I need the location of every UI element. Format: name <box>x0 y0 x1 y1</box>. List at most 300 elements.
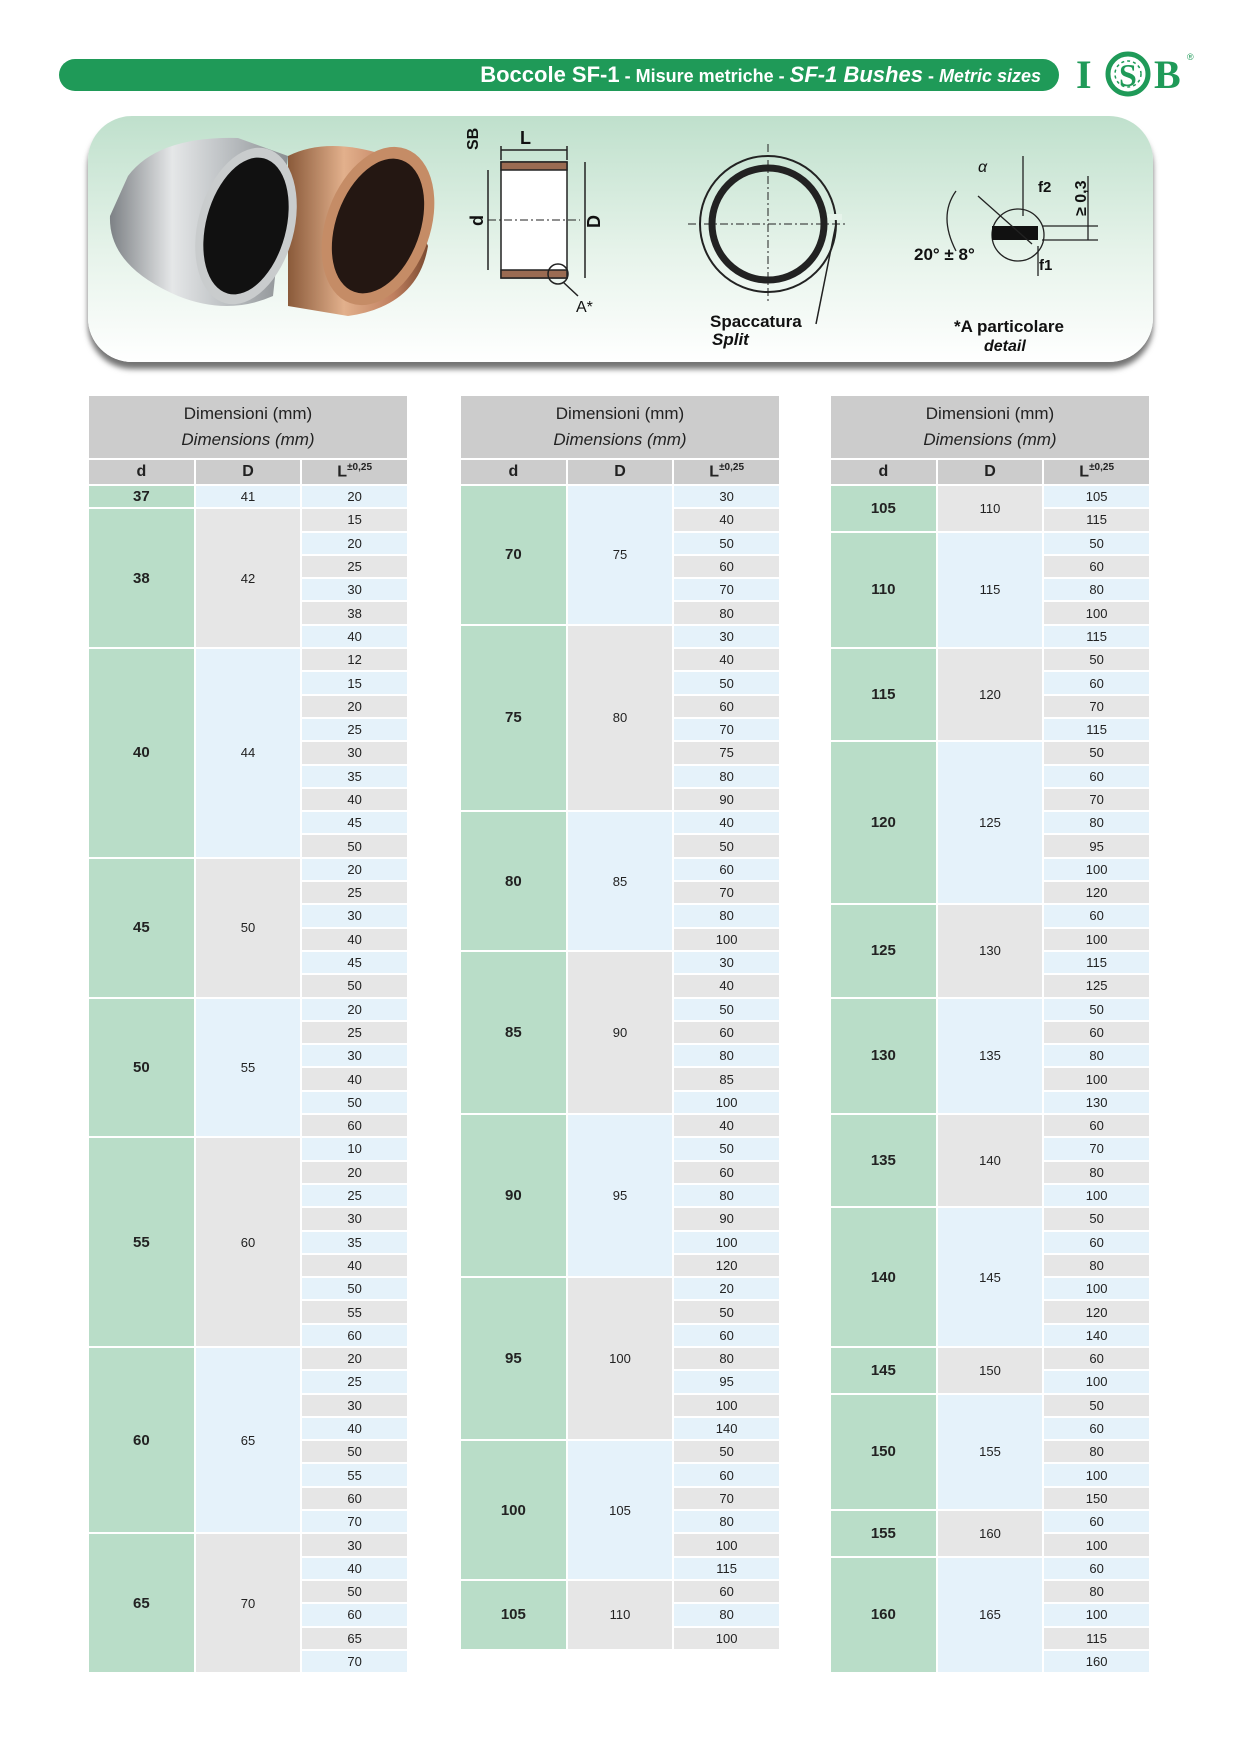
cell-d: 85 <box>461 952 566 1113</box>
column-L-header-text: L <box>1079 463 1090 481</box>
cell-L: 100 <box>674 1534 779 1555</box>
cell-L: 95 <box>1044 835 1149 856</box>
cell-D: 125 <box>938 742 1043 903</box>
svg-text:S: S <box>1119 57 1137 93</box>
cell-D: 160 <box>938 1511 1043 1556</box>
cell-L: 50 <box>674 1138 779 1159</box>
cell-L: 95 <box>674 1371 779 1392</box>
cell-L: 50 <box>302 835 407 856</box>
cell-L: 50 <box>302 1092 407 1113</box>
cell-d: 140 <box>831 1208 936 1346</box>
cell-L: 50 <box>302 975 407 996</box>
subtitle-en: Metric sizes <box>938 66 1041 86</box>
column-D-header-text: D <box>614 463 626 480</box>
cell-L: 30 <box>674 626 779 647</box>
cell-D: 150 <box>938 1348 1043 1393</box>
cell-L: 115 <box>1044 509 1149 530</box>
cell-L: 25 <box>302 882 407 903</box>
cell-L: 70 <box>302 1651 407 1672</box>
cell-d: 80 <box>461 812 566 950</box>
cell-L: 50 <box>302 1441 407 1462</box>
cell-L: 40 <box>674 812 779 833</box>
bronze-bush-image <box>288 131 455 321</box>
cell-L: 115 <box>1044 1628 1149 1649</box>
size-table <box>459 394 781 1651</box>
table-row <box>89 486 407 507</box>
cell-L: 100 <box>674 1092 779 1113</box>
cell-L: 55 <box>302 1301 407 1322</box>
page-title <box>480 62 1041 88</box>
cell-d: 90 <box>461 1115 566 1276</box>
cell-D: 44 <box>196 649 301 857</box>
cell-d: 125 <box>831 905 936 996</box>
cell-L: 50 <box>1044 1395 1149 1416</box>
column-D-header-text: D <box>242 463 254 480</box>
size-table <box>829 394 1151 1674</box>
cell-d: 75 <box>461 626 566 810</box>
cell-L: 40 <box>674 509 779 530</box>
cell-L: 80 <box>1044 1045 1149 1066</box>
cell-D: 85 <box>568 812 673 950</box>
cell-D: 95 <box>568 1115 673 1276</box>
cell-L: 40 <box>302 1558 407 1579</box>
cell-L: 120 <box>674 1255 779 1276</box>
label-alpha: α <box>978 159 988 176</box>
cell-L: 60 <box>1044 1232 1149 1253</box>
header-dims-en: Dimensions (mm) <box>923 430 1057 449</box>
cell-L: 50 <box>1044 649 1149 670</box>
column-d-header <box>831 460 936 484</box>
dimensions-table-1 <box>87 394 409 1674</box>
cell-L: 30 <box>302 742 407 763</box>
cell-L: 50 <box>674 533 779 554</box>
column-D-header <box>938 460 1043 484</box>
cell-L: 80 <box>1044 1441 1149 1462</box>
cell-L: 40 <box>674 649 779 670</box>
cell-L: 120 <box>1044 1301 1149 1322</box>
column-D-header <box>196 460 301 484</box>
cell-d: 130 <box>831 999 936 1113</box>
table-row <box>89 1534 407 1555</box>
column-L-header-text: L <box>709 463 720 481</box>
cell-L: 38 <box>302 602 407 623</box>
cell-L: 30 <box>302 1395 407 1416</box>
cell-L: 115 <box>1044 719 1149 740</box>
column-L-header-text: L <box>337 463 348 481</box>
cell-D: 115 <box>938 533 1043 647</box>
column-D-header-text: D <box>984 463 996 480</box>
cell-L: 75 <box>674 742 779 763</box>
column-L-header <box>674 460 779 484</box>
cell-L: 100 <box>1044 1534 1149 1555</box>
cell-L: 25 <box>302 556 407 577</box>
cell-L: 30 <box>674 952 779 973</box>
table-row <box>89 1348 407 1369</box>
cell-L: 100 <box>674 1232 779 1253</box>
table-row <box>831 1348 1149 1369</box>
cell-L: 100 <box>1044 1371 1149 1392</box>
cell-D: 42 <box>196 509 301 647</box>
column-D-header <box>568 460 673 484</box>
table-row <box>831 649 1149 670</box>
label-d: d <box>467 215 487 226</box>
column-d-header-text: d <box>508 463 519 480</box>
cell-L: 55 <box>302 1464 407 1485</box>
cell-L: 70 <box>674 1488 779 1509</box>
table-header <box>461 396 779 458</box>
cell-d: 65 <box>89 1534 194 1672</box>
cell-D: 80 <box>568 626 673 810</box>
cell-D: 100 <box>568 1278 673 1439</box>
table-row <box>831 1115 1149 1136</box>
cell-d: 38 <box>89 509 194 647</box>
cell-L: 45 <box>302 952 407 973</box>
table-header <box>831 396 1149 458</box>
cell-L: 60 <box>674 1581 779 1602</box>
cell-D: 75 <box>568 486 673 624</box>
cell-L: 50 <box>674 672 779 693</box>
label-sb: SB <box>465 127 482 150</box>
cell-L: 100 <box>674 1628 779 1649</box>
cell-L: 80 <box>1044 579 1149 600</box>
cell-L: 100 <box>674 1395 779 1416</box>
cell-L: 60 <box>1044 672 1149 693</box>
cell-L: 20 <box>302 486 407 507</box>
cell-L: 20 <box>674 1278 779 1299</box>
cell-L: 60 <box>674 1464 779 1485</box>
cell-L: 100 <box>1044 1604 1149 1625</box>
cell-D: 120 <box>938 649 1043 740</box>
cell-L: 60 <box>1044 766 1149 787</box>
label-angle: 20° ± 8° <box>914 245 975 264</box>
table-row <box>831 486 1149 507</box>
cell-L: 100 <box>1044 929 1149 950</box>
label-min03: ≥ 0,3 <box>1073 180 1090 216</box>
column-d-header-text: d <box>878 463 889 480</box>
header-dims-en: Dimensions (mm) <box>553 430 687 449</box>
cell-L: 80 <box>674 905 779 926</box>
cell-L: 70 <box>674 719 779 740</box>
column-d-header <box>89 460 194 484</box>
table-row <box>89 1138 407 1159</box>
cell-L: 70 <box>1044 789 1149 810</box>
cell-L: 20 <box>302 999 407 1020</box>
cell-L: 70 <box>674 882 779 903</box>
column-d-header-text: d <box>136 463 147 480</box>
isb-logo <box>1076 48 1196 100</box>
cell-D: 110 <box>568 1581 673 1649</box>
cell-L: 115 <box>674 1558 779 1579</box>
cell-L: 40 <box>302 626 407 647</box>
header-dims-it: Dimensioni (mm) <box>925 404 1055 423</box>
cell-L: 50 <box>674 835 779 856</box>
subtitle-it: Misure metriche <box>635 66 774 86</box>
table-row <box>89 649 407 670</box>
table-row <box>831 1558 1149 1579</box>
cell-D: 70 <box>196 1534 301 1672</box>
table-row <box>831 1511 1149 1532</box>
cell-d: 110 <box>831 533 936 647</box>
cell-L: 40 <box>302 929 407 950</box>
cell-L: 40 <box>302 789 407 810</box>
cell-L: 60 <box>1044 1022 1149 1043</box>
label-f1: f1 <box>1039 257 1053 274</box>
split-label-it: Spaccatura <box>710 312 802 331</box>
cell-d: 145 <box>831 1348 936 1393</box>
table-row <box>461 812 779 833</box>
cell-D: 145 <box>938 1208 1043 1346</box>
cell-D: 55 <box>196 999 301 1137</box>
cell-L: 65 <box>302 1628 407 1649</box>
cell-L: 70 <box>674 579 779 600</box>
title-separator: - <box>773 66 790 86</box>
cell-D: 155 <box>938 1395 1043 1509</box>
cell-L: 50 <box>1044 533 1149 554</box>
cell-L: 85 <box>674 1068 779 1089</box>
cell-L: 40 <box>302 1255 407 1276</box>
tolerance-label: ±0,25 <box>719 462 745 474</box>
detail-label-it: *A particolare <box>954 317 1064 336</box>
cell-L: 80 <box>674 1511 779 1532</box>
cell-L: 20 <box>302 1162 407 1183</box>
cell-L: 100 <box>1044 1464 1149 1485</box>
detail-label-en: detail <box>984 338 1026 355</box>
cell-d: 150 <box>831 1395 936 1509</box>
tolerance-label: ±0,25 <box>347 462 373 474</box>
cell-d: 160 <box>831 1558 936 1672</box>
size-table <box>87 394 409 1674</box>
label-D: D <box>584 215 604 228</box>
cell-d: 115 <box>831 649 936 740</box>
title-it: Boccole SF-1 <box>480 62 620 87</box>
cell-L: 60 <box>674 1325 779 1346</box>
cell-L: 115 <box>1044 626 1149 647</box>
cell-d: 55 <box>89 1138 194 1346</box>
cell-d: 105 <box>461 1581 566 1649</box>
svg-text:®: ® <box>1187 52 1194 62</box>
cell-L: 80 <box>1044 1581 1149 1602</box>
cell-L: 70 <box>302 1511 407 1532</box>
cell-L: 70 <box>1044 1138 1149 1159</box>
cell-L: 80 <box>1044 1162 1149 1183</box>
cell-d: 70 <box>461 486 566 624</box>
cell-L: 35 <box>302 766 407 787</box>
table-row <box>831 533 1149 554</box>
cell-L: 60 <box>1044 1558 1149 1579</box>
split-label-en: Split <box>712 330 749 349</box>
header-dims-it: Dimensioni (mm) <box>183 404 313 423</box>
cell-L: 45 <box>302 812 407 833</box>
cell-D: 50 <box>196 859 301 997</box>
cell-L: 30 <box>674 486 779 507</box>
cell-L: 50 <box>674 1441 779 1462</box>
cell-L: 150 <box>1044 1488 1149 1509</box>
column-d-header <box>461 460 566 484</box>
cell-L: 60 <box>674 556 779 577</box>
cell-d: 45 <box>89 859 194 997</box>
cell-d: 60 <box>89 1348 194 1532</box>
cell-L: 60 <box>674 1162 779 1183</box>
cell-L: 20 <box>302 1348 407 1369</box>
label-f2: f2 <box>1038 179 1052 196</box>
section-drawing <box>488 146 585 296</box>
cell-L: 60 <box>302 1325 407 1346</box>
cell-L: 100 <box>1044 1068 1149 1089</box>
cell-D: 110 <box>938 486 1043 531</box>
illustration-panel <box>88 116 1153 362</box>
cell-L: 60 <box>302 1115 407 1136</box>
cell-D: 41 <box>196 486 301 507</box>
table-row <box>831 742 1149 763</box>
cell-L: 80 <box>674 1045 779 1066</box>
cell-d: 100 <box>461 1441 566 1579</box>
label-L: L <box>520 128 531 148</box>
svg-text:I: I <box>1076 52 1092 97</box>
cell-L: 80 <box>674 602 779 623</box>
cell-L: 25 <box>302 1022 407 1043</box>
cell-D: 140 <box>938 1115 1043 1206</box>
cell-L: 50 <box>1044 1208 1149 1229</box>
dimensions-table-3 <box>829 394 1151 1674</box>
cell-L: 50 <box>1044 742 1149 763</box>
cell-L: 80 <box>1044 1255 1149 1276</box>
cell-L: 60 <box>674 859 779 880</box>
cell-D: 135 <box>938 999 1043 1113</box>
table-row <box>831 1208 1149 1229</box>
cell-L: 60 <box>1044 1348 1149 1369</box>
cell-L: 80 <box>1044 812 1149 833</box>
cell-L: 30 <box>302 1045 407 1066</box>
cell-L: 15 <box>302 509 407 530</box>
cell-L: 160 <box>1044 1651 1149 1672</box>
table-row <box>831 905 1149 926</box>
table-row <box>461 626 779 647</box>
cell-L: 30 <box>302 1208 407 1229</box>
cell-L: 100 <box>1044 1278 1149 1299</box>
cell-L: 140 <box>674 1418 779 1439</box>
cell-L: 60 <box>1044 1115 1149 1136</box>
cell-L: 40 <box>302 1068 407 1089</box>
cell-d: 95 <box>461 1278 566 1439</box>
table-row <box>89 999 407 1020</box>
header-dims-en: Dimensions (mm) <box>181 430 315 449</box>
cell-L: 40 <box>302 1418 407 1439</box>
cell-d: 50 <box>89 999 194 1137</box>
svg-text:B: B <box>1154 52 1181 97</box>
cell-L: 130 <box>1044 1092 1149 1113</box>
cell-L: 100 <box>1044 1185 1149 1206</box>
cell-L: 80 <box>674 766 779 787</box>
cell-L: 20 <box>302 696 407 717</box>
steel-bush-image <box>110 136 313 315</box>
cell-L: 90 <box>674 789 779 810</box>
table-row <box>831 999 1149 1020</box>
cell-L: 10 <box>302 1138 407 1159</box>
cell-d: 37 <box>89 486 194 507</box>
cell-d: 135 <box>831 1115 936 1206</box>
table-row <box>89 859 407 880</box>
cell-L: 60 <box>1044 556 1149 577</box>
cell-D: 60 <box>196 1138 301 1346</box>
cell-L: 60 <box>1044 1511 1149 1532</box>
cell-L: 125 <box>1044 975 1149 996</box>
table-row <box>461 1581 779 1602</box>
cell-L: 140 <box>1044 1325 1149 1346</box>
column-L-header <box>1044 460 1149 484</box>
cell-L: 20 <box>302 859 407 880</box>
cell-L: 30 <box>302 1534 407 1555</box>
cell-d: 120 <box>831 742 936 903</box>
cell-L: 80 <box>674 1604 779 1625</box>
cell-L: 40 <box>674 1115 779 1136</box>
cell-L: 80 <box>674 1348 779 1369</box>
cell-L: 70 <box>1044 696 1149 717</box>
cell-L: 60 <box>302 1488 407 1509</box>
table-row <box>89 509 407 530</box>
cell-L: 100 <box>1044 859 1149 880</box>
table-row <box>461 1115 779 1136</box>
cell-L: 12 <box>302 649 407 670</box>
table-header <box>89 396 407 458</box>
cell-L: 100 <box>674 929 779 950</box>
cell-L: 50 <box>674 999 779 1020</box>
tolerance-label: ±0,25 <box>1089 462 1115 474</box>
cell-L: 50 <box>1044 999 1149 1020</box>
cell-D: 165 <box>938 1558 1043 1672</box>
title-separator: - <box>922 66 939 86</box>
cell-L: 15 <box>302 672 407 693</box>
cell-L: 50 <box>674 1301 779 1322</box>
cell-L: 50 <box>302 1278 407 1299</box>
label-A: A* <box>576 299 593 316</box>
split-ring-drawing <box>688 144 848 324</box>
table-row <box>461 1441 779 1462</box>
cell-L: 25 <box>302 1185 407 1206</box>
table-row <box>461 1278 779 1299</box>
table-row <box>461 952 779 973</box>
title-en: SF-1 Bushes <box>789 62 923 87</box>
cell-L: 40 <box>674 975 779 996</box>
cell-d: 105 <box>831 486 936 531</box>
cell-D: 130 <box>938 905 1043 996</box>
dimensions-table-2 <box>459 394 781 1651</box>
cell-L: 90 <box>674 1208 779 1229</box>
cell-L: 50 <box>302 1581 407 1602</box>
cell-D: 105 <box>568 1441 673 1579</box>
cell-L: 35 <box>302 1232 407 1253</box>
cell-L: 25 <box>302 719 407 740</box>
table-row <box>831 1395 1149 1416</box>
cell-L: 20 <box>302 533 407 554</box>
cell-L: 120 <box>1044 882 1149 903</box>
cell-L: 115 <box>1044 952 1149 973</box>
cell-L: 60 <box>1044 905 1149 926</box>
cell-D: 65 <box>196 1348 301 1532</box>
cell-L: 60 <box>674 696 779 717</box>
cell-L: 25 <box>302 1371 407 1392</box>
cell-D: 90 <box>568 952 673 1113</box>
cell-d: 155 <box>831 1511 936 1556</box>
header-dims-it: Dimensioni (mm) <box>555 404 685 423</box>
cell-L: 80 <box>674 1185 779 1206</box>
cell-L: 60 <box>674 1022 779 1043</box>
table-row <box>461 486 779 507</box>
title-separator: - <box>619 66 636 86</box>
cell-L: 30 <box>302 905 407 926</box>
cell-d: 40 <box>89 649 194 857</box>
cell-L: 100 <box>1044 602 1149 623</box>
title-bar <box>59 59 1059 91</box>
